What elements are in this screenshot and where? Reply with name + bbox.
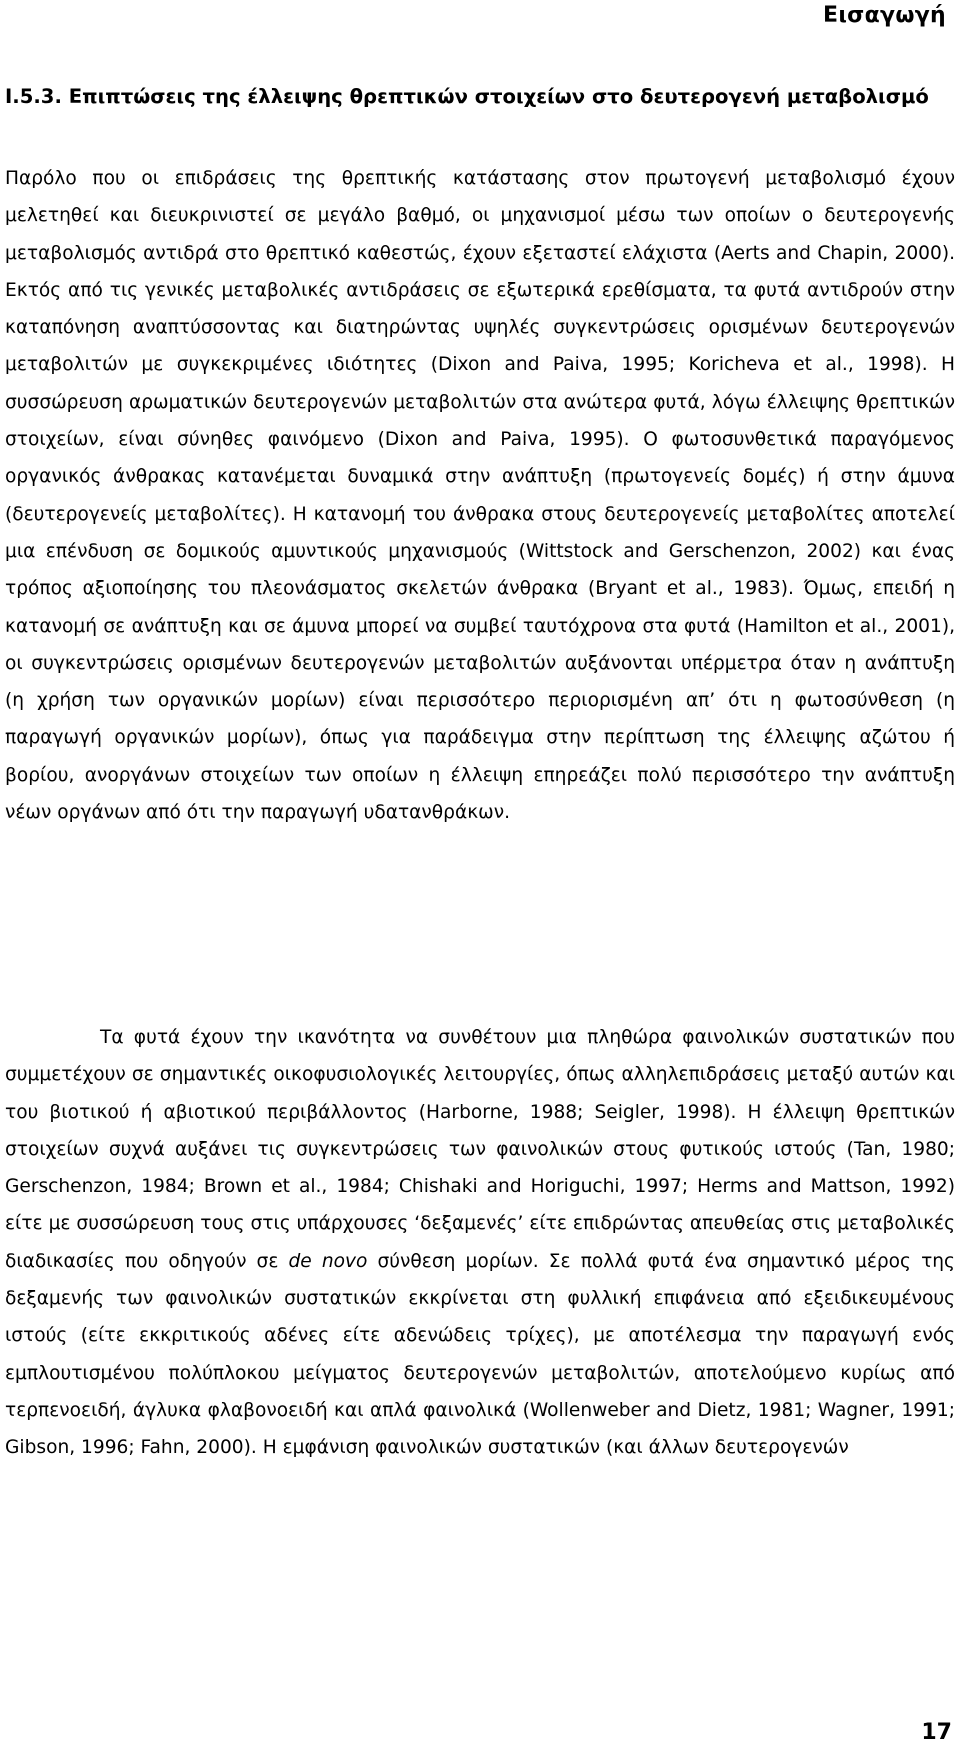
running-header: Εισαγωγή xyxy=(822,3,946,28)
paragraph-1: Παρόλο που οι επιδράσεις της θρεπτικής κατάστασης στον πρωτογενή μεταβολισμό έχουν μελετηθεί και διευκρινιστεί σε μεγάλο βαθμό, οι μηχανισμοί μέσω των οποίων ο δευτερογενής μεταβολισμός αντιδρά στο θρεπτικό καθεστώς, έχουν εξεταστεί ελάχιστα (Aerts and Chapin, 2000). Εκτός από τις γενικές μεταβολικές αντιδράσεις σε εξωτερικά ερεθίσματα, τα φυτά αντιδρούν στην καταπόνηση αναπτύσσοντας και διατηρώντας υψηλές συγκεντρώσεις ορισμένων δευτερογενών μεταβολιτών με συγκεκριμένες ιδιότητες (Dixon and Paiva, 1995; Koricheva et al., 1998). Η συσσώρευση αρωματικών δευτερογενών μεταβολιτών στα ανώτερα φυτά, λόγω έλλειψης θρεπτικών στοιχείων, είναι σύνηθες φαινόμενο (Dixon and Paiva, 1995). Ο φωτοσυνθετικά παραγόμενος οργανικός άνθρακας κατανέμεται δυναμικά στην ανάπτυξη (πρωτογενείς δομές) ή στην άμυνα (δευτερογενείς μεταβολίτες). Η κατανομή του άνθρακα στους δευτερογενείς μεταβολίτες αποτελεί μια επένδυση σε δομικούς αμυντικούς μηχανισμούς (Wittstock and Gerschenzon, 2002) και ένας τρόπος αξιοποίησης του πλεονάσματος σκελετών άνθρακα (Bryant et al., 1983). Όμως, επειδή η κατανομή σε ανάπτυξη και σε άμυνα μπορεί να συμβεί ταυτόχρονα στα φυτά (Hamilton et al., 2001), οι συγκεντρώσεις ορισμένων δευτερογενών μεταβολιτών αυξάνονται υπέρμετρα όταν η ανάπτυξη (η χρήση των οργανικών μορίων) είναι περισσότερο περιορισμένη απ’ ότι η φωτοσύνθεση (η παραγωγή οργανικών μορίων), όπως για παράδειγμα στην περίπτωση της έλλειψης αζώτου ή βορίου, ανοργάνων στοιχείων των οποίων η έλλειψη επηρεάζει πολύ περισσότερο την ανάπτυξη νέων οργάνων από ότι την παραγωγή υδατανθράκων. xyxy=(5,168,955,824)
section-title: Επιπτώσεις της έλλειψης θρεπτικών στοιχείων στο δευτερογενή μεταβολισμό xyxy=(68,85,929,108)
paragraph-2-text-start: Τα φυτά έχουν την ικανότητα να συνθέτουν μια πληθώρα φαινολικών συστατικών που συμμετέχουν σε σημαντικές οικοφυσιολογικές λειτουργίες, όπως αλληλεπιδράσεις μεταξύ αυτών και του βιοτικού ή αβιοτικού περιβάλλοντος (Harborne, 1988; Seigler, 1998). Η έλλειψη θρεπτικών στοιχείων συχνά αυξάνει τις συγκεντρώσεις των φαινολικών στους φυτικούς ιστούς (Tan, 1980; Gerschenzon, 1984; Brown et al., 1984; Chishaki and Horiguchi, 1997; Herms and Mattson, 1992) είτε με συσσώρευση τους στις υπάρχουσες ‘δεξαμενές’ είτε επιδρώντας απευθείας στις μεταβολικές διαδικασίες που οδηγούν σε xyxy=(5,1027,955,1272)
page-number: 17 xyxy=(921,1720,952,1745)
paragraph-2-text-end: σύνθεση μορίων. Σε πολλά φυτά ένα σημαντικό μέρος της δεξαμενής των φαινολικών συστατικών εκκρίνεται στη φυλλική επιφάνεια από εξειδικευμένους ιστούς (είτε εκκριτικούς αδένες είτε αδενώδεις τρίχες), με αποτέλεσμα την παραγωγή ενός εμπλουτισμένου πολύπλοκου μείγματος δευτερογενών μεταβολιτών, αποτελούμενο κυρίως από τερπενοειδή, άγλυκα φλαβονοειδή και απλά φαινολικά (Wollenweber and Dietz, 1981; Wagner, 1991; Gibson, 1996; Fahn, 2000). Η εμφάνιση φαινολικών συστατικών (και άλλων δευτερογενών xyxy=(5,1250,955,1459)
paragraph-2-italic-term: de novo xyxy=(288,1250,368,1272)
paragraph-2 xyxy=(5,1019,955,1467)
section-heading xyxy=(5,79,955,115)
section-number: I.5.3. xyxy=(5,85,62,108)
